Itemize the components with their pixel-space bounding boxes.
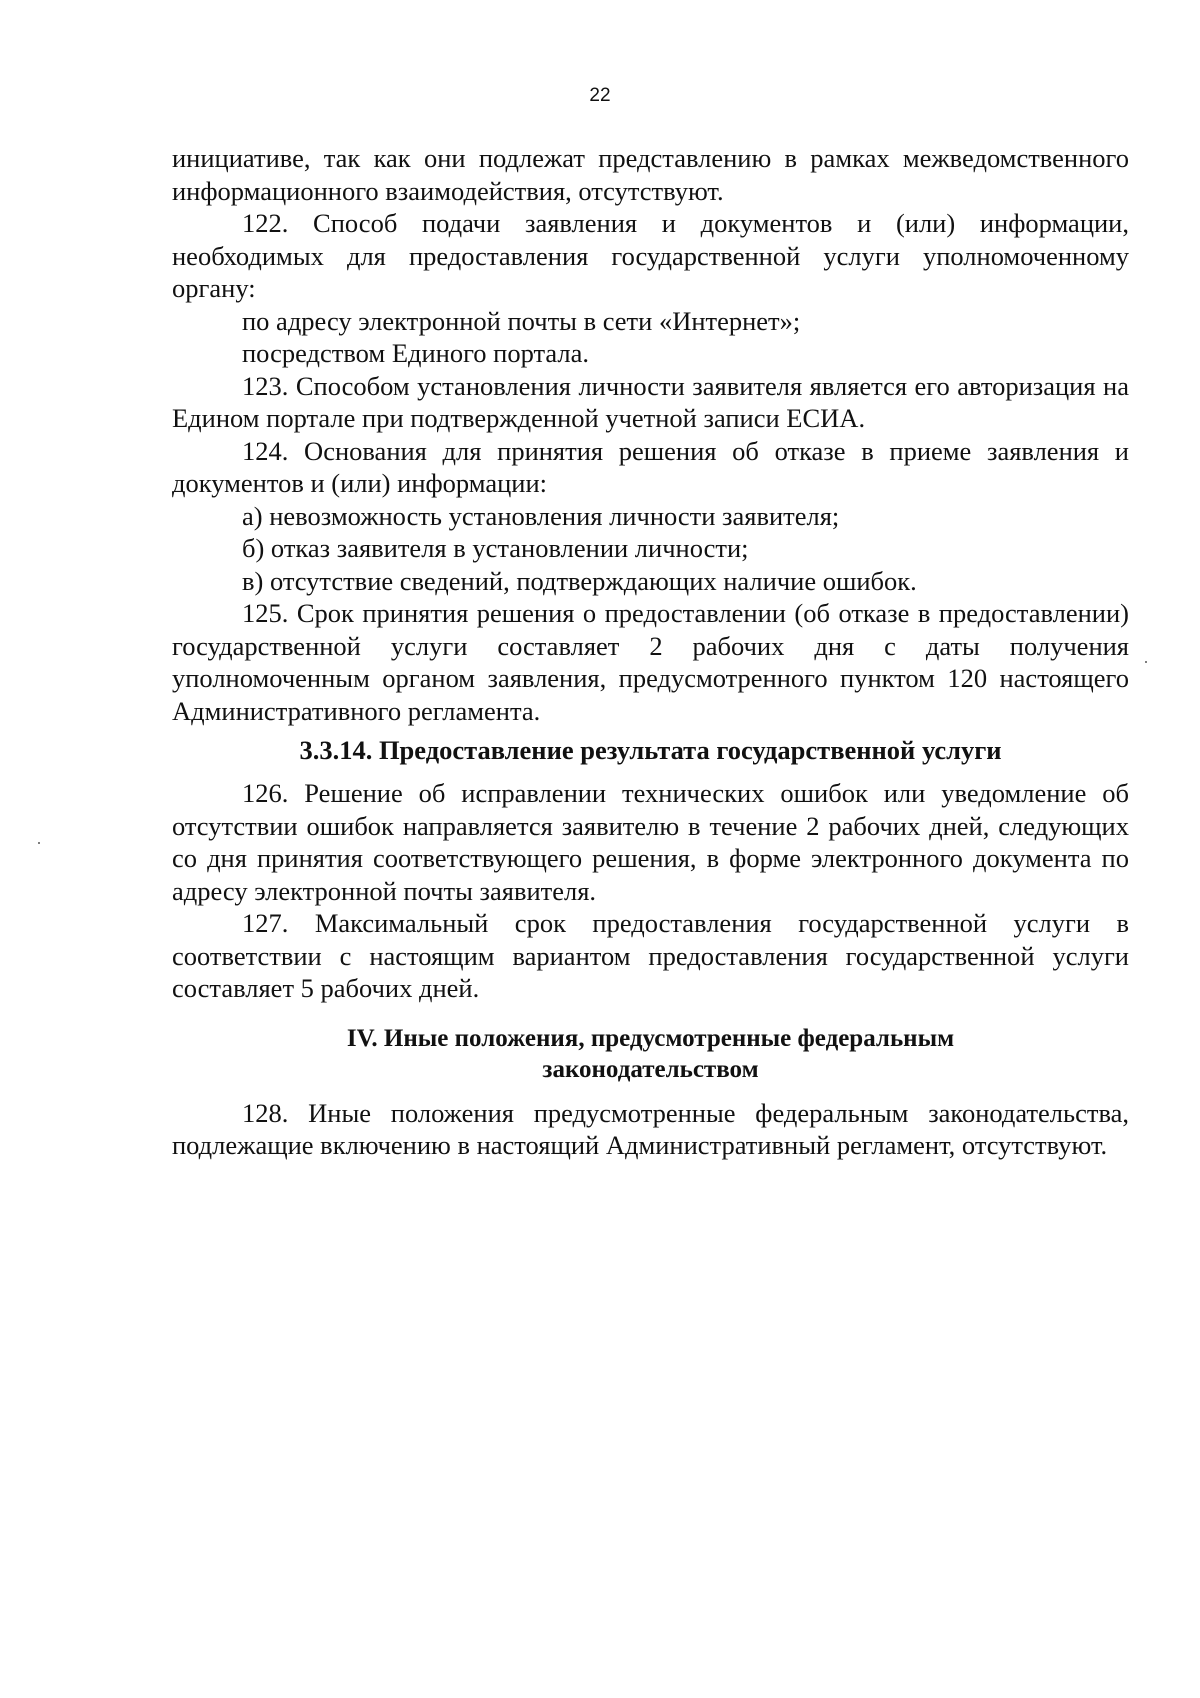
document-body [172, 142, 1129, 1162]
paragraph: 122. Способ подачи заявления и документов и (или) информации, необходимых для предоставления государственной услуги уполномоченному органу: [172, 208, 1129, 303]
list-item: в) отсутствие сведений, подтверждающих наличие ошибок. [242, 565, 917, 596]
paragraph-group-bottom [172, 1097, 1129, 1162]
paragraph: 126. Решение об исправлении технических ошибок или уведомление об отсутствии ошибок направляется заявителю в течение 2 рабочих дней, следующих со дня принятия соответствующего решения, в форме электронного документа по адресу электронной почты заявителя. [172, 778, 1129, 906]
paragraph-group-top [172, 142, 1129, 727]
paragraph: 125. Срок принятия решения о предоставлении (об отказе в предоставлении) государственной услуги составляет 2 рабочих дня с даты получения уполномоченным органом заявления, предусмотренного пунктом 120 настоящего Административного регламента. [172, 598, 1129, 726]
paragraph: 127. Максимальный срок предоставления государственной услуги в соответствии с настоящим вариантом предоставления государственной услуги составляет 5 рабочих дней. [172, 908, 1129, 1003]
list-item: а) невозможность установления личности заявителя; [242, 500, 840, 531]
paragraph: посредством Единого портала. [242, 338, 590, 368]
paragraph: 123. Способом установления личности заявителя является его авторизация на Едином портале при подтвержденной учетной записи ЕСИА. [172, 370, 1129, 433]
scan-speck [38, 842, 40, 844]
paragraph: 128. Иные положения предусмотренные федеральным законодательства, подлежащие включению в настоящий Административный регламент, отсутствуют. [172, 1097, 1129, 1160]
list-item: б) отказ заявителя в установлении личности; [242, 533, 749, 563]
chapter-heading-line: законодательством [542, 1055, 759, 1083]
chapter-heading-line: IV. Иные положения, предусмотренные федеральным [346, 1024, 955, 1052]
chapter-heading [172, 1023, 1129, 1085]
section-heading: 3.3.14. Предоставление результата государственной услуги [299, 735, 1002, 765]
paragraph: 124. Основания для принятия решения об отказе в приеме заявления и документов и (или) информации: [172, 435, 1129, 498]
scan-speck [1145, 661, 1147, 663]
paragraph: инициативе, так как они подлежат представлению в рамках межведомственного информационного взаимодействия, отсутствуют. [172, 143, 1129, 206]
page-number: 22 [589, 85, 611, 106]
paragraph-group-mid [172, 777, 1129, 1005]
paragraph: по адресу электронной почты в сети «Интернет»; [242, 305, 801, 336]
